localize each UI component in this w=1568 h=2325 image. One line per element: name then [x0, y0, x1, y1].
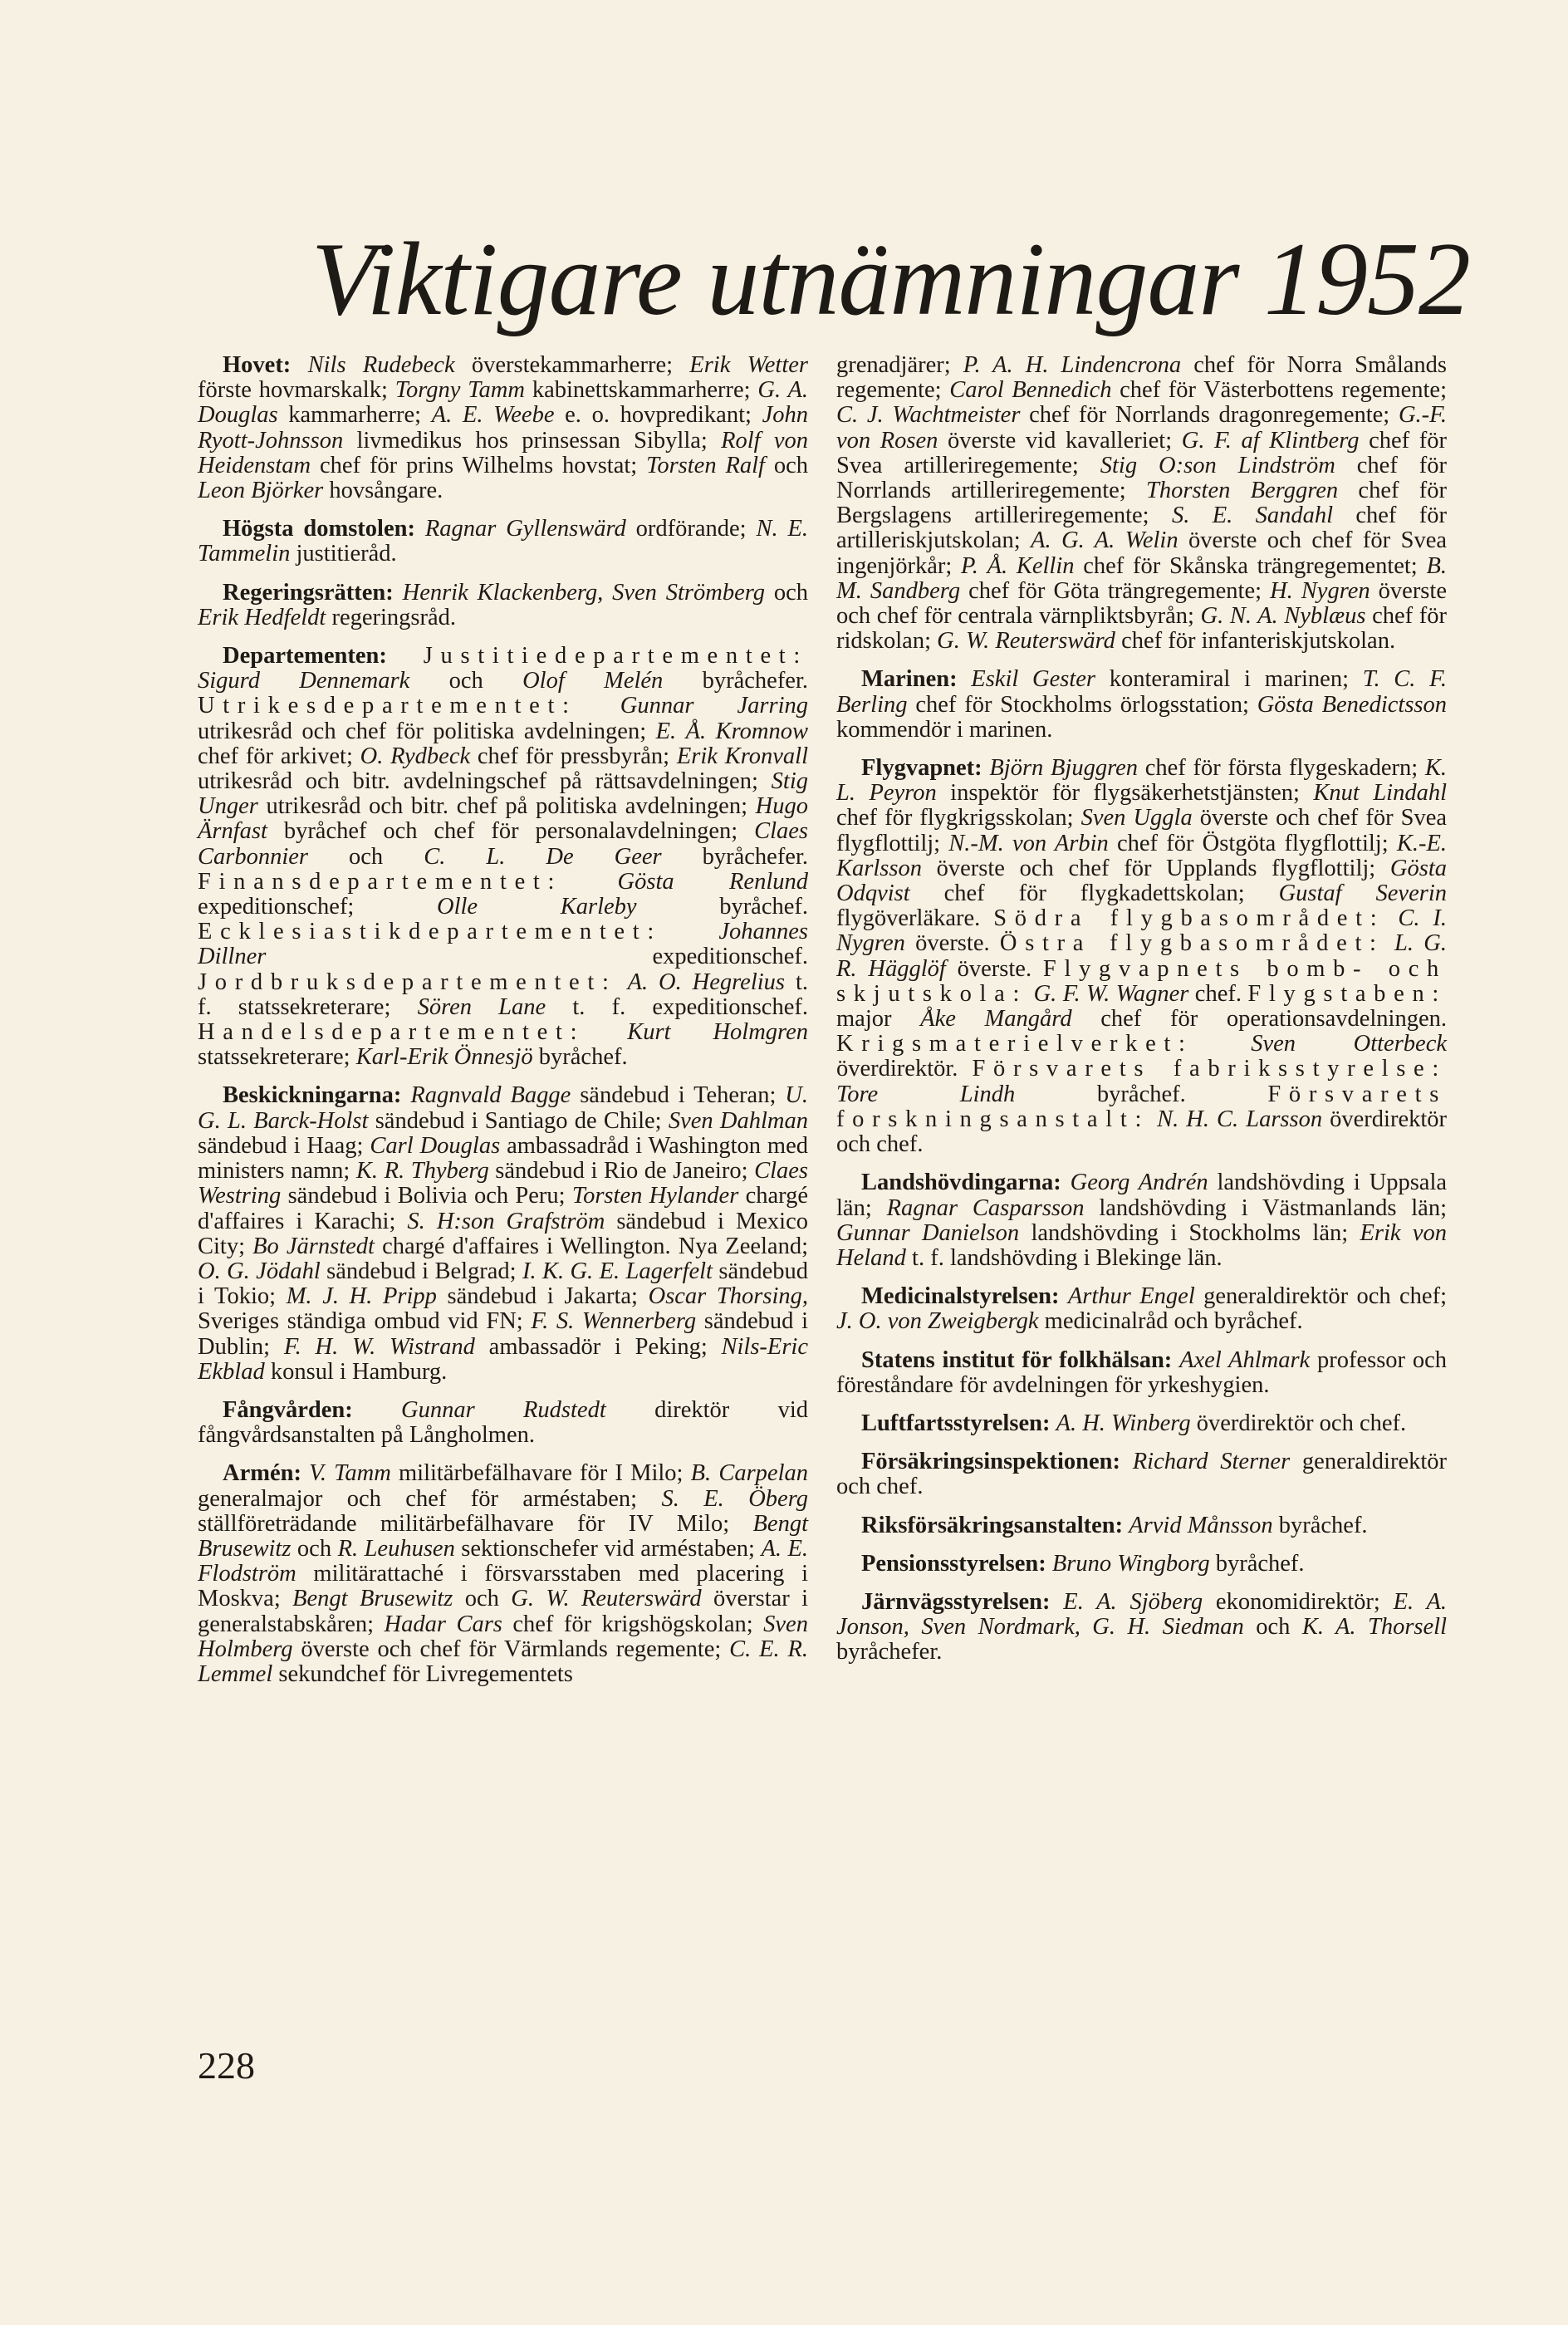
section-departementen: [198, 644, 808, 1070]
text-run: inspektör för flygsäkerhetstjänsten;: [936, 780, 1314, 807]
text-run: livmedikus hos prinsessan Sibylla;: [343, 427, 722, 454]
section-flygvapnet: [836, 756, 1447, 1157]
text-run: chef för Göta trängregemente;: [960, 577, 1271, 604]
text-run: [1050, 1410, 1056, 1436]
person-name: R. Leuhusen: [337, 1535, 455, 1562]
subsection-heading: Justitiedepartementet:: [423, 643, 808, 670]
person-name: Sven Dahlman: [668, 1107, 808, 1134]
text-run: [1384, 930, 1394, 956]
text-run: byråchef.: [1209, 1550, 1305, 1577]
text-run: chef för Bergslagens artilleriregemente;: [836, 478, 1447, 529]
text-run: [1193, 1031, 1252, 1057]
text-run: [662, 919, 718, 944]
text-run: militärattaché i försvarsstaben med placering i Moskva;: [198, 1561, 808, 1612]
person-name: Sören Lane: [417, 993, 546, 1020]
text-run: överste vid kavalleriet;: [938, 427, 1182, 454]
subsection-heading: Finansdepartementet:: [198, 868, 563, 895]
text-run: [1120, 1449, 1133, 1474]
person-name: Olle Karleby: [437, 894, 637, 920]
person-name: A. O. Hegrelius: [627, 969, 786, 995]
person-name: Eskil Gester: [971, 666, 1095, 693]
section-beskickningarna: [198, 1083, 808, 1384]
text-run: justitieråd.: [290, 541, 397, 567]
person-name: U. G. L. Barck-Holst: [198, 1082, 808, 1134]
text-run: överste och chef för centrala värnpliktsbyrån;: [836, 577, 1447, 630]
person-name: A. H. Winberg: [1056, 1410, 1191, 1436]
person-name: S. E. Sandahl: [1171, 503, 1334, 529]
text-run: [1172, 1347, 1179, 1373]
person-name: Bengt Brusewitz: [198, 1510, 808, 1562]
person-name: Nils-Eric Ekblad: [198, 1333, 808, 1385]
person-name: P. A. H. Lindencrona: [963, 352, 1182, 378]
text-run: chef för prins Wilhelms hovstat;: [311, 452, 647, 478]
text-run: sändebud i Tokio;: [198, 1258, 809, 1310]
section-heading: Högsta domstolen:: [223, 516, 415, 542]
person-name: Arthur Engel: [1067, 1283, 1195, 1310]
person-name: P. Å. Kellin: [961, 552, 1075, 579]
person-name: M. J. H. Pripp: [286, 1283, 437, 1310]
subsection-heading: Jordbruksdepartementet:: [198, 969, 617, 995]
text-run: chef för Norrlands artilleriregemente;: [836, 452, 1447, 504]
text-run: medicinalråd och byråchef.: [1038, 1308, 1303, 1335]
person-name: Tore Lindh: [836, 1081, 1016, 1107]
text-run: sektionschefer vid arméstaben;: [454, 1535, 762, 1562]
text-run: och: [291, 1535, 338, 1562]
text-run: t. f. statssekreterare;: [198, 969, 808, 1020]
page-number: 228: [198, 2044, 255, 2087]
person-name: T. C. F. Berling: [836, 666, 1448, 718]
text-run: överdirektör.: [836, 1056, 973, 1082]
text-run: sändebud i Teheran;: [571, 1082, 786, 1109]
text-run: ekonomidirektör;: [1203, 1588, 1394, 1615]
section-heading: Regeringsrätten:: [223, 579, 394, 606]
person-name: I. K. G. E. Lagerfelt: [522, 1258, 713, 1284]
section-landshövdingarna: [836, 1170, 1447, 1271]
text-run: landshövding i Uppsala län;: [836, 1170, 1448, 1221]
text-run: ställföreträdande militärbefälhavare för IV Milo;: [198, 1510, 753, 1537]
text-run: sändebud i Jakarta;: [436, 1283, 649, 1310]
section-statens-institut-för-folkhälsan: [836, 1348, 1447, 1398]
person-name: Arvid Månsson: [1129, 1512, 1273, 1538]
text-run: generaldirektör och chef;: [1194, 1283, 1447, 1310]
person-name: Gunnar Rudstedt: [401, 1396, 606, 1423]
text-run: Sveriges ständiga ombud vid FN;: [198, 1308, 532, 1335]
person-name: Erik Hedfeldt: [198, 604, 326, 630]
text-run: chef för infanteriskjutskolan.: [1115, 628, 1396, 655]
person-name: G. A. Douglas: [198, 377, 808, 429]
section-heading: Landshövdingarna:: [861, 1170, 1061, 1196]
person-name: Erik Wetter: [689, 352, 809, 378]
person-name: Carol Bennedich: [949, 377, 1112, 404]
person-name: Kurt Holmgren: [627, 1019, 808, 1046]
subsection-heading: Krigsmaterielverket:: [836, 1031, 1193, 1057]
person-name: B. M. Sandberg: [836, 552, 1447, 604]
text-run: sändebud i Bolivia och Peru;: [281, 1183, 572, 1209]
text-run: expeditionschef.: [266, 944, 808, 970]
text-run: chef för Östgöta flygflottilj;: [1108, 830, 1397, 856]
person-name: Erik Kronvall: [676, 743, 808, 769]
text-run: byråchef och chef för personalavdelningen;: [267, 818, 755, 845]
section-regeringsrätten: [198, 581, 808, 630]
person-name: Stig O:son Lindström: [1100, 452, 1335, 478]
person-name: C. J. Wachtmeister: [836, 402, 1021, 429]
text-run: utrikesråd och bitr. chef på politiska avdelningen;: [257, 793, 756, 820]
text-run: generalmajor och chef för arméstaben;: [198, 1485, 662, 1512]
person-name: F. S. Wennerberg: [531, 1308, 697, 1335]
text-run: chef för krigshögskolan;: [502, 1611, 764, 1637]
person-name: V. Tamm: [309, 1460, 391, 1487]
subsection-heading: Försvarets forskningsanstalt:: [836, 1081, 1447, 1132]
text-run: landshövding i Stockholms län;: [1019, 1219, 1360, 1246]
person-name: Sven Holmberg: [198, 1611, 808, 1662]
person-name: C. E. R. Lemmel: [198, 1636, 808, 1687]
section-fångvården: [198, 1398, 808, 1448]
person-name: G. F. W. Wagner: [1033, 980, 1189, 1007]
person-name: Bengt Brusewitz: [292, 1586, 453, 1612]
person-name: Gösta Renlund: [617, 868, 808, 895]
subsection-heading: Handelsdepartementet:: [198, 1019, 586, 1046]
person-name: Thorsten Berggren: [1146, 478, 1339, 504]
text-run: chargé d'affaires i Karachi;: [198, 1183, 809, 1234]
text-run: överste.: [904, 930, 1000, 957]
text-run: chef för första flygeskadern;: [1138, 755, 1425, 782]
text-run: byråchefer.: [663, 668, 809, 694]
section-medicinalstyrelsen: [836, 1284, 1447, 1334]
text-run: byråchefer.: [661, 843, 809, 870]
person-name: Bo Järnstedt: [252, 1233, 375, 1259]
text-run: chargé d'affaires i Wellington. Nya Zeeland;: [374, 1233, 808, 1259]
person-name: C. I. Nygren: [836, 905, 1448, 957]
person-name: Olof Melén: [522, 668, 664, 694]
subsection-heading: Ecklesiastikdepartementet:: [198, 919, 662, 945]
section-heading: Statens institut för folkhälsan:: [861, 1346, 1173, 1373]
person-name: Georg Andrén: [1070, 1170, 1208, 1196]
person-name: O. G. Jödahl: [198, 1258, 321, 1284]
subsection-heading: Flygvapnets bomb- och skjutskola:: [836, 955, 1447, 1007]
person-name: G.-F. von Rosen: [836, 402, 1447, 454]
person-name: Johannes Dillner: [198, 919, 808, 970]
text-run: [387, 643, 424, 669]
subsection-heading: Försvarets fabriksstyrelse:: [972, 1056, 1447, 1082]
person-name: S. H:son Grafström: [407, 1208, 605, 1234]
person-name: S. E. Öberg: [661, 1485, 808, 1512]
text-run: [394, 580, 403, 606]
text-run: chef för Stockholms örlogsstation;: [907, 691, 1257, 718]
text-run: byråchefer.: [836, 1639, 943, 1665]
person-name: K. L. Peyron: [836, 755, 1447, 807]
text-run: överste och chef för Upplands flygflottilj;: [921, 855, 1390, 881]
text-run: överstekammarherre;: [454, 352, 690, 378]
text-run: chef för ridskolan;: [836, 603, 1447, 655]
subsection-heading: Utrikesdepartementet:: [198, 693, 577, 719]
text-run: chef.: [1188, 980, 1248, 1007]
text-run: [1027, 981, 1033, 1007]
person-name: A. E. Weebe: [431, 402, 555, 429]
text-run: chef för flygkrigsskolan;: [836, 805, 1081, 831]
person-name: A. G. A. Welin: [1031, 527, 1178, 554]
section-marinen: [836, 667, 1447, 743]
text-run: överstar i generalstabskåren;: [198, 1586, 809, 1637]
text-run: t. f. landshövding i Blekinge län.: [905, 1244, 1223, 1271]
person-name: Sven Otterbeck: [1251, 1031, 1447, 1057]
section-armén: [198, 1461, 808, 1687]
person-name: Torsten Hylander: [571, 1183, 739, 1209]
text-run: chef för operationsavdelningen.: [1071, 1006, 1448, 1033]
section-heading: Medicinalstyrelsen:: [861, 1283, 1060, 1310]
text-run: [291, 352, 307, 378]
person-name: Oscar Thorsing,: [648, 1283, 808, 1310]
section-heading: Pensionsstyrelsen:: [861, 1550, 1046, 1577]
text-run: [1046, 1551, 1052, 1577]
person-name: Henrik Klackenberg, Sven Strömberg: [402, 579, 766, 606]
person-name: Gustaf Severin: [1278, 880, 1447, 907]
text-run: ambassadråd i Washington med ministers namn;: [198, 1132, 808, 1185]
text-run: överdirektör och chef.: [836, 1106, 1448, 1158]
person-name: Richard Sterner: [1132, 1449, 1291, 1475]
text-run: överdirektör och chef.: [1190, 1410, 1407, 1436]
text-run: sändebud i Belgrad;: [320, 1258, 522, 1284]
section-riksförsäkringsanstalten: [836, 1513, 1447, 1538]
text-run: [1061, 1170, 1071, 1195]
section-pensionsstyrelsen: [836, 1552, 1447, 1577]
person-name: Ragnvald Bagge: [410, 1082, 571, 1109]
person-name: E. A. Jonson, Sven Nordmark, G. H. Siedman: [836, 1588, 1448, 1641]
person-name: Rolf von Heidenstam: [198, 427, 808, 478]
section-hovet: [198, 353, 808, 503]
text-run: e. o. hovpredikant;: [554, 402, 762, 429]
person-name: Hadar Cars: [384, 1611, 502, 1637]
text-run: byråchef.: [1015, 1081, 1268, 1107]
text-run: utrikesråd och bitr. avdelningschef på rättsavdelningen;: [198, 768, 772, 795]
person-name: Sigurd Dennemark: [198, 668, 410, 694]
person-name: G. W. Reuterswärd: [511, 1586, 702, 1612]
text-run: ordförande;: [625, 516, 757, 542]
text-run: chef för Norra Smålands regemente;: [836, 352, 1447, 404]
text-run: överste.: [945, 955, 1043, 982]
person-name: K. A. Thorsell: [1301, 1614, 1448, 1641]
text-run: [401, 1082, 410, 1108]
text-run: landshövding i Västmanlands län;: [1084, 1194, 1447, 1221]
right-column: [836, 353, 1447, 1679]
text-run: överste och chef för Svea ingenjörkår;: [836, 527, 1447, 579]
text-run: överste och chef för Värmlands regemente;: [292, 1636, 730, 1662]
text-run: konsul i Hamburg.: [264, 1358, 448, 1385]
text-run: sändebud i Haag;: [198, 1132, 370, 1159]
person-name: Sven Uggla: [1080, 805, 1193, 831]
text-run: chef för arkivet;: [198, 743, 360, 769]
text-run: byråchef.: [1272, 1512, 1368, 1538]
section-heading: Järnvägsstyrelsen:: [861, 1588, 1051, 1615]
text-run: [301, 1460, 309, 1486]
text-run: [1050, 1589, 1063, 1615]
subsection-heading: Flygstaben:: [1247, 980, 1447, 1007]
text-run: [1149, 1106, 1157, 1132]
text-run: chef för Skånska trängregementet;: [1074, 552, 1427, 579]
person-name: N. H. C. Larsson: [1157, 1106, 1323, 1132]
text-run: kabinettskammarherre;: [524, 377, 758, 404]
text-run: förste hovmarskalk;: [198, 377, 395, 404]
person-name: Nils Rudebeck: [307, 352, 455, 378]
text-run: grenadjärer;: [836, 352, 963, 378]
text-run: chef för Svea artilleriregemente;: [836, 427, 1447, 478]
text-run: ambassadör i Peking;: [474, 1333, 722, 1360]
person-name: Hugo Ärnfast: [198, 793, 808, 845]
text-run: flygöverläkare.: [836, 905, 994, 932]
text-run: statssekreterare;: [198, 1044, 356, 1071]
section-heading: Fångvården:: [223, 1396, 353, 1423]
text-run: byråchef.: [636, 894, 808, 920]
person-name: Ragnar Gyllenswärd: [424, 516, 626, 542]
subsection-heading: Södra flygbasområdet:: [993, 905, 1385, 932]
person-name: A. E. Flodström: [198, 1535, 809, 1587]
text-run: [577, 693, 620, 719]
person-name: Stig Unger: [198, 768, 808, 820]
person-name: B. Carpelan: [690, 1460, 808, 1487]
text-run: generaldirektör och chef.: [836, 1449, 1448, 1500]
person-name: L. G. R. Hägglöf: [836, 930, 1448, 982]
text-run: professor och föreståndare för avdelningen för yrkeshygien.: [836, 1346, 1448, 1398]
section-heading: Försäkringsinspektionen:: [861, 1449, 1120, 1475]
person-name: G. W. Reuterswärd: [937, 628, 1115, 655]
person-name: Erik von Heland: [836, 1219, 1448, 1271]
person-name: Carl Douglas: [370, 1132, 501, 1159]
section-försäkringsinspektionen: [836, 1449, 1447, 1499]
person-name: Leon Björker: [198, 478, 324, 504]
person-name: N. E. Tammelin: [198, 516, 808, 567]
text-run: överste och chef för Svea flygflottilj;: [836, 805, 1447, 856]
text-run: kammarherre;: [277, 402, 432, 429]
text-run: utrikesråd och chef för politiska avdelningen;: [198, 718, 656, 744]
person-name: Axel Ahlmark: [1179, 1346, 1311, 1373]
text-run: konteramiral i marinen;: [1095, 666, 1363, 693]
person-name: Karl-Erik Önnesjö: [355, 1044, 533, 1071]
text-run: [958, 666, 972, 692]
text-run: direktör vid fångvårdsanstalten på Långholmen.: [198, 1396, 808, 1449]
text-run: [1384, 905, 1398, 931]
person-name: J. O. von Zweigbergk: [836, 1308, 1039, 1335]
person-name: O. Rydbeck: [360, 743, 471, 769]
person-name: Knut Lindahl: [1313, 780, 1448, 807]
text-run: och: [765, 579, 808, 606]
person-name: Ragnar Casparsson: [886, 1194, 1085, 1221]
person-name: G. N. A. Nyblæus: [1200, 603, 1366, 630]
section-heading: Departementen:: [223, 643, 387, 670]
person-name: Åke Mangård: [920, 1006, 1072, 1033]
person-name: John Ryott-Johnsson: [198, 402, 808, 454]
text-run: [617, 969, 628, 995]
person-name: K. R. Thyberg: [355, 1158, 489, 1185]
person-name: Torsten Ralf: [646, 452, 765, 478]
person-name: Claes Carbonnier: [198, 818, 808, 870]
text-run: och: [764, 452, 808, 478]
person-name: Gunnar Danielson: [836, 1219, 1020, 1246]
text-run: chef för Norrlands dragonregemente;: [1020, 402, 1399, 429]
person-name: Bruno Wingborg: [1051, 1550, 1210, 1577]
text-run: t. f. expeditionschef.: [546, 993, 808, 1020]
person-name: N.-M. von Arbin: [948, 830, 1109, 856]
text-run: [562, 869, 617, 895]
text-run: regeringsråd.: [326, 604, 457, 630]
person-name: Torgny Tamm: [394, 377, 525, 404]
section-heading: Marinen:: [861, 666, 958, 693]
person-name: Gunnar Jarring: [620, 693, 808, 719]
person-name: E. Å. Kromnow: [655, 718, 809, 744]
person-name: H. Nygren: [1270, 577, 1370, 604]
text-run: kommendör i marinen.: [836, 716, 1053, 743]
section-högsta-domstolen: [198, 517, 808, 567]
section-heading: Armén:: [223, 1460, 301, 1487]
text-run: chef för flygkadettskolan;: [909, 880, 1279, 907]
section-heading: Hovet:: [223, 352, 292, 378]
section-continuation: [836, 353, 1447, 654]
text-run: expeditionschef;: [198, 894, 437, 920]
text-run: [1060, 1283, 1068, 1309]
text-run: chef för artilleriskjutskolan;: [836, 503, 1447, 554]
person-name: F. H. W. Wistrand: [283, 1333, 475, 1360]
text-run: militärbefälhavare för I Milo;: [390, 1460, 691, 1487]
text-run: och: [308, 843, 424, 870]
left-column: [198, 353, 808, 1700]
section-heading: Luftfartsstyrelsen:: [861, 1410, 1051, 1436]
person-name: Björn Bjuggren: [989, 755, 1139, 782]
text-run: byråchef.: [532, 1044, 628, 1071]
section-luftfartsstyrelsen: [836, 1411, 1447, 1436]
person-name: Claes Westring: [198, 1158, 809, 1209]
person-name: K.-E. Karlsson: [836, 830, 1447, 881]
section-järnvägsstyrelsen: [836, 1590, 1447, 1665]
text-run: och: [1243, 1614, 1302, 1641]
text-run: [415, 516, 425, 542]
text-run: sekundchef för Livregementets: [272, 1660, 573, 1687]
section-heading: Beskickningarna:: [223, 1082, 402, 1109]
person-name: G. F. af Klintberg: [1181, 427, 1360, 454]
person-name: E. A. Sjöberg: [1063, 1588, 1203, 1615]
text-run: sändebud i Dublin;: [198, 1308, 808, 1360]
person-name: Gösta Odqvist: [836, 855, 1447, 907]
subsection-heading: Östra flygbasområdet:: [999, 930, 1384, 957]
text-run: [353, 1397, 401, 1423]
section-heading: Riksförsäkringsanstalten:: [861, 1512, 1124, 1538]
text-run: sändebud i Rio de Janeiro;: [488, 1158, 755, 1185]
text-run: sändebud i Santiago de Chile;: [368, 1107, 669, 1134]
page-title: Viktigare utnämningar 1952: [311, 222, 1470, 337]
person-name: Gösta Benedictsson: [1257, 691, 1448, 718]
text-run: chef för pressbyrån;: [470, 743, 677, 769]
text-run: och: [453, 1586, 512, 1612]
text-run: och: [409, 668, 523, 694]
text-run: chef för Västerbottens regemente;: [1111, 377, 1447, 404]
text-run: major: [836, 1006, 921, 1033]
text-run: [585, 1019, 627, 1045]
person-name: C. L. De Geer: [424, 843, 662, 870]
section-heading: Flygvapnet:: [861, 755, 982, 782]
text-run: sändebud i Mexico City;: [198, 1208, 809, 1259]
text-run: hovsångare.: [323, 478, 443, 504]
